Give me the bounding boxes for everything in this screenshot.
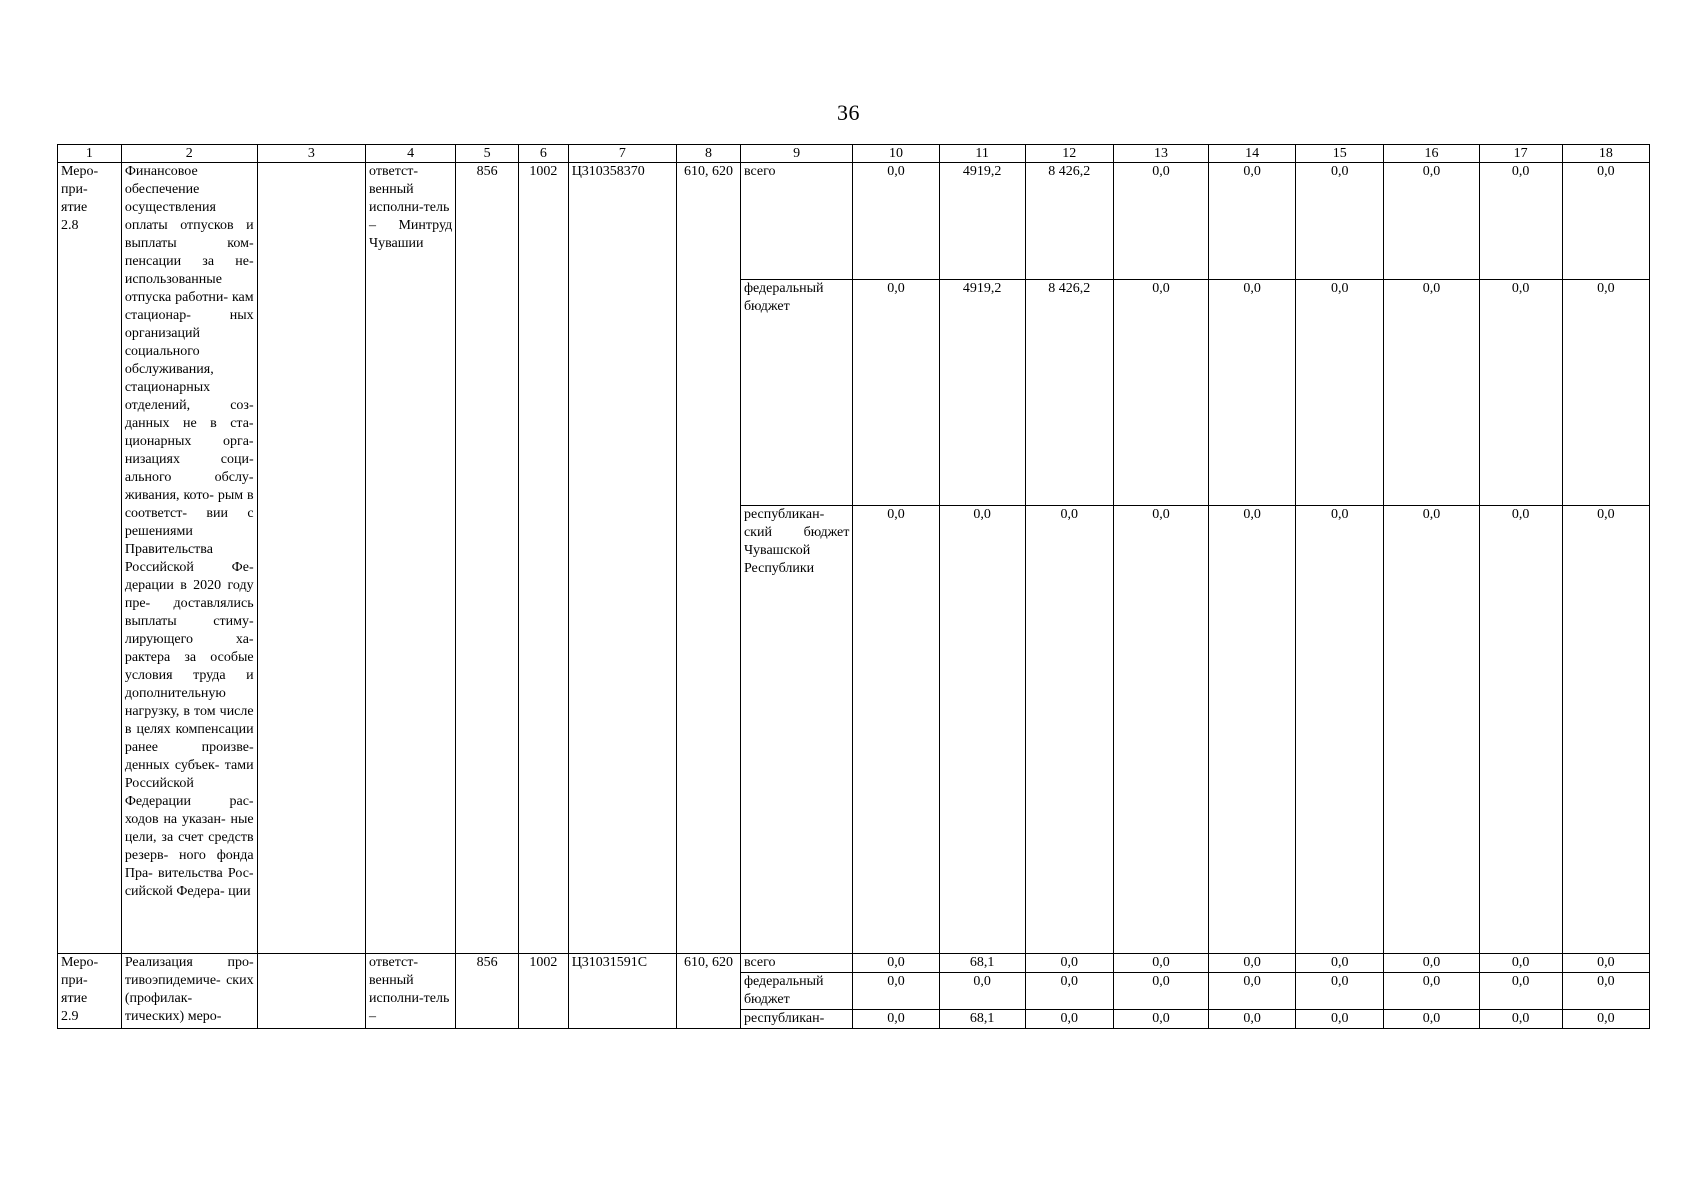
value-cell: 0,0 [1384, 954, 1479, 973]
value-cell: 0,0 [1296, 1010, 1384, 1029]
source-name: федеральный бюджет [740, 279, 852, 506]
executor-cell: ответст-венный исполни-тель – [366, 954, 456, 1029]
value-cell: 0,0 [1296, 506, 1384, 954]
value-cell: 0,0 [1562, 973, 1649, 1010]
expense-type-cell: 610, 620 [677, 954, 741, 1029]
col-number: 4 [366, 145, 456, 163]
section-cell: 1002 [519, 954, 569, 1029]
col-number: 12 [1025, 145, 1113, 163]
source-name: республикан- [740, 1010, 852, 1029]
value-cell: 0,0 [1209, 279, 1296, 506]
value-cell: 8 426,2 [1025, 279, 1113, 506]
value-cell: 0,0 [1113, 163, 1208, 280]
value-cell: 0,0 [1296, 973, 1384, 1010]
value-cell: 0,0 [853, 973, 939, 1010]
col-number: 10 [853, 145, 939, 163]
measure-name-cell: Финансовое обеспечение осуществления оплаты отпусков и выплаты ком- пенсации за не- использованные отпуска работни- кам стационар- ных организаций социального обслуживания, стационарных отделений, соз- данных не в ста- ционарных орга- низациях соци- ального обслу- живания, кото- рым в соответст- вии с решениями Правительства Российской Фе- дерации в 2020 году пре- доставлялись выплаты стиму- лирующего ха- рактера за особые условия труда и дополнительную нагрузку, в том числе в целях компенсации ранее произве- денных субъек- тами Российской Федерации рас- ходов на указан- ные цели, за счет средств резерв- ного фонда Пра- вительства Рос- сийской Федера- ции [121, 163, 257, 954]
page-number: 36 [837, 100, 860, 125]
value-cell: 0,0 [1296, 954, 1384, 973]
col-number: 17 [1479, 145, 1562, 163]
value-cell: 0,0 [1025, 954, 1113, 973]
budget-table [57, 144, 1650, 1029]
value-cell: 0,0 [1025, 506, 1113, 954]
value-cell: 0,0 [1113, 279, 1208, 506]
value-cell: 0,0 [1025, 1010, 1113, 1029]
value-cell: 0,0 [1209, 954, 1296, 973]
source-name: республикан-ский бюджет Чувашской Республики [740, 506, 852, 954]
value-cell: 0,0 [1113, 954, 1208, 973]
value-cell: 0,0 [1384, 973, 1479, 1010]
target-article-cell: Ц310358370 [568, 163, 676, 954]
value-cell: 0,0 [853, 163, 939, 280]
value-cell: 0,0 [1479, 954, 1562, 973]
expense-type-cell: 610, 620 [677, 163, 741, 954]
col-number: 3 [257, 145, 365, 163]
col-number: 5 [456, 145, 519, 163]
column-number-row [58, 145, 1650, 163]
value-cell: 4919,2 [939, 279, 1025, 506]
measure-number-cell: Меро- при- ятие 2.8 [58, 163, 122, 954]
value-cell: 0,0 [1113, 973, 1208, 1010]
source-name: всего [740, 954, 852, 973]
source-name: всего [740, 163, 852, 280]
value-cell: 0,0 [1479, 973, 1562, 1010]
value-cell: 4919,2 [939, 163, 1025, 280]
target-article-cell: Ц31031591С [568, 954, 676, 1029]
value-cell: 0,0 [1384, 1010, 1479, 1029]
value-cell: 0,0 [939, 506, 1025, 954]
col-number: 18 [1562, 145, 1649, 163]
value-cell: 0,0 [1479, 279, 1562, 506]
col-number: 8 [677, 145, 741, 163]
value-cell: 0,0 [1209, 163, 1296, 280]
value-cell: 68,1 [939, 954, 1025, 973]
value-cell: 0,0 [1384, 163, 1479, 280]
value-cell: 0,0 [853, 1010, 939, 1029]
table-row [58, 163, 1650, 280]
col-number: 9 [740, 145, 852, 163]
col-number: 13 [1113, 145, 1208, 163]
value-cell: 0,0 [1113, 1010, 1208, 1029]
value-cell: 8 426,2 [1025, 163, 1113, 280]
col-number: 6 [519, 145, 569, 163]
col3-cell [257, 954, 365, 1029]
value-cell: 0,0 [1479, 1010, 1562, 1029]
value-cell: 68,1 [939, 1010, 1025, 1029]
col-number: 15 [1296, 145, 1384, 163]
col-number: 1 [58, 145, 122, 163]
value-cell: 0,0 [1479, 163, 1562, 280]
value-cell: 0,0 [1025, 973, 1113, 1010]
value-cell: 0,0 [1209, 506, 1296, 954]
col-number: 7 [568, 145, 676, 163]
value-cell: 0,0 [1384, 279, 1479, 506]
section-cell: 1002 [519, 163, 569, 954]
col3-cell [257, 163, 365, 954]
value-cell: 0,0 [1113, 506, 1208, 954]
value-cell: 0,0 [853, 954, 939, 973]
col-number: 2 [121, 145, 257, 163]
value-cell: 0,0 [853, 279, 939, 506]
value-cell: 0,0 [1562, 279, 1649, 506]
value-cell: 0,0 [853, 506, 939, 954]
grbs-cell: 856 [456, 954, 519, 1029]
value-cell: 0,0 [1209, 973, 1296, 1010]
grbs-cell: 856 [456, 163, 519, 954]
value-cell: 0,0 [1479, 506, 1562, 954]
value-cell: 0,0 [1562, 954, 1649, 973]
value-cell: 0,0 [1296, 279, 1384, 506]
col-number: 16 [1384, 145, 1479, 163]
value-cell: 0,0 [1562, 163, 1649, 280]
executor-cell: ответст-венный исполни-тель – Минтруд Чувашии [366, 163, 456, 954]
table-row [58, 954, 1650, 973]
col-number: 14 [1209, 145, 1296, 163]
measure-number-cell: Меро- при- ятие 2.9 [58, 954, 122, 1029]
col-number: 11 [939, 145, 1025, 163]
value-cell: 0,0 [1209, 1010, 1296, 1029]
measure-name-cell: Реализация про- тивоэпидемиче- ских (профилак- тических) меро- [121, 954, 257, 1029]
value-cell: 0,0 [1562, 1010, 1649, 1029]
source-name: федеральный бюджет [740, 973, 852, 1010]
value-cell: 0,0 [1384, 506, 1479, 954]
value-cell: 0,0 [1296, 163, 1384, 280]
value-cell: 0,0 [939, 973, 1025, 1010]
value-cell: 0,0 [1562, 506, 1649, 954]
